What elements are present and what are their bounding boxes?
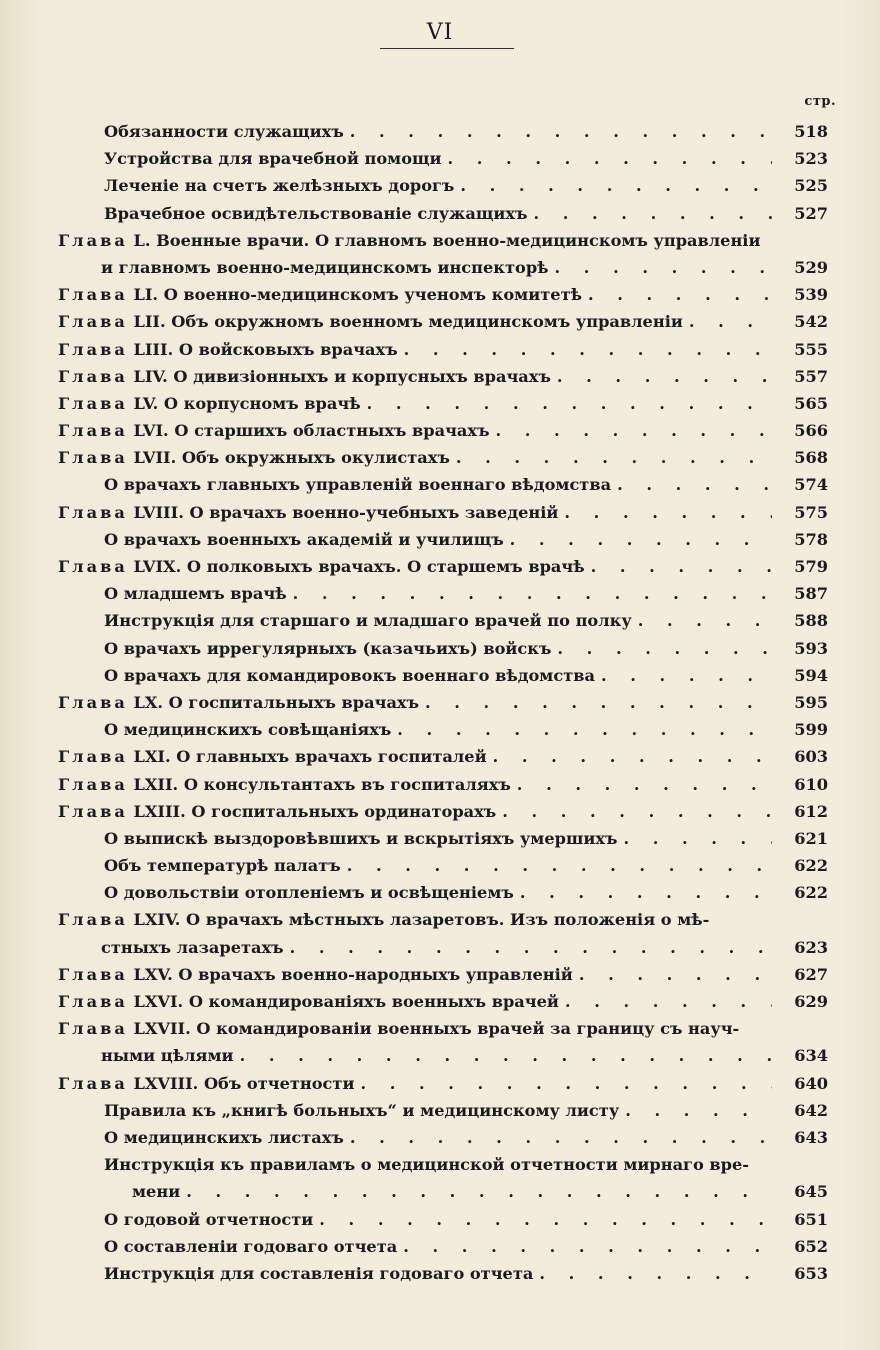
page-ref: 622 bbox=[794, 856, 828, 876]
leader-dots bbox=[557, 363, 772, 390]
leader-dots bbox=[564, 499, 772, 526]
toc-entry bbox=[0, 1042, 880, 1069]
toc-entry-title bbox=[104, 716, 391, 743]
leader-dots bbox=[403, 1233, 772, 1260]
page-ref: 643 bbox=[794, 1127, 828, 1147]
toc-entry-title bbox=[104, 607, 632, 634]
toc-entry-title bbox=[104, 635, 551, 662]
toc-entry-title bbox=[58, 988, 559, 1015]
toc-entry-title bbox=[58, 336, 398, 363]
toc-entry-title bbox=[104, 662, 595, 689]
leader-dots bbox=[689, 308, 772, 335]
toc-entry bbox=[0, 1206, 880, 1233]
toc-entry-title bbox=[104, 172, 454, 199]
chapter-prefix: Глава bbox=[58, 992, 128, 1011]
toc-entry bbox=[0, 336, 880, 363]
entry-text: Инструкція къ правиламъ о медицинской отчетности мирнаго вре- bbox=[104, 1155, 749, 1175]
chapter-prefix: Глава bbox=[58, 502, 128, 522]
entry-text: LVIX. О полковыхъ врачахъ. О старшемъ врачѣ bbox=[133, 557, 585, 576]
leader-dots bbox=[517, 771, 772, 798]
page-ref: 621 bbox=[794, 828, 828, 848]
chapter-prefix: Глава bbox=[58, 964, 128, 984]
toc-entry bbox=[0, 934, 880, 961]
chapter-prefix: Глава bbox=[58, 421, 128, 441]
leader-dots bbox=[293, 580, 772, 607]
entry-text: О врачахъ главныхъ управленій военнаго вѣдомства bbox=[104, 475, 612, 495]
chapter-prefix: Глава bbox=[58, 230, 128, 250]
leader-dots bbox=[425, 689, 772, 716]
toc-entry bbox=[0, 227, 880, 254]
page-ref: 588 bbox=[794, 611, 828, 631]
toc-entry-title bbox=[58, 798, 496, 825]
leader-dots bbox=[520, 879, 772, 906]
toc-entry bbox=[0, 1070, 880, 1097]
page-ref: 523 bbox=[794, 149, 828, 169]
page-ref: 640 bbox=[794, 1073, 828, 1093]
leader-dots bbox=[367, 390, 772, 417]
toc-entry-title bbox=[58, 1070, 354, 1097]
toc-entry-title bbox=[58, 906, 709, 933]
toc-entry-title bbox=[58, 689, 419, 716]
toc-entry-title bbox=[58, 363, 551, 390]
leader-dots bbox=[448, 145, 772, 172]
page-ref: 525 bbox=[794, 176, 828, 196]
toc-entry bbox=[0, 281, 880, 308]
chapter-prefix: Глава bbox=[58, 339, 128, 359]
entry-text: L. Военные врачи. О главномъ военно-медицинскомъ управленіи bbox=[133, 230, 761, 250]
toc-entry bbox=[0, 879, 880, 906]
entry-text: О младшемъ врачѣ bbox=[104, 584, 287, 604]
entry-text: LVIII. О врачахъ военно-учебныхъ заведеній bbox=[133, 502, 559, 522]
page-ref: 518 bbox=[794, 122, 828, 141]
leader-dots bbox=[456, 444, 772, 471]
toc-entry bbox=[0, 444, 880, 471]
entry-text: LXIII. О госпитальныхъ ординаторахъ bbox=[133, 801, 497, 821]
toc-entry bbox=[0, 363, 880, 390]
leader-dots bbox=[496, 417, 773, 444]
leader-dots bbox=[350, 118, 772, 145]
toc-entry-title bbox=[101, 1042, 234, 1069]
entry-text: LV. О корпусномъ врачѣ bbox=[133, 393, 361, 413]
toc-entry bbox=[0, 145, 880, 172]
toc-entry bbox=[0, 118, 880, 145]
leader-dots bbox=[565, 988, 772, 1015]
chapter-prefix: Глава bbox=[58, 393, 128, 413]
leader-dots bbox=[350, 1124, 772, 1151]
toc-entry bbox=[0, 743, 880, 770]
entry-text: LVI. О старшихъ областныхъ врачахъ bbox=[133, 421, 490, 441]
leader-dots bbox=[493, 743, 772, 770]
leader-dots bbox=[502, 798, 772, 825]
entry-text: LI. О военно-медицинскомъ ученомъ комитетѣ bbox=[133, 285, 582, 305]
toc-entry-title bbox=[104, 580, 287, 607]
page-ref: 575 bbox=[794, 502, 828, 522]
toc-entry-title bbox=[101, 254, 549, 281]
entry-text: LII. Объ окружномъ военномъ медицинскомъ управленіи bbox=[133, 312, 683, 332]
entry-text: Устройства для врачебной помощи bbox=[104, 149, 442, 169]
toc-entry-title bbox=[58, 444, 450, 471]
leader-dots bbox=[601, 662, 772, 689]
chapter-prefix: Глава bbox=[58, 557, 128, 576]
page-ref: 593 bbox=[794, 638, 828, 658]
table-of-contents bbox=[0, 118, 880, 1287]
page-ref: 594 bbox=[794, 665, 828, 685]
page-ref: 527 bbox=[794, 203, 828, 223]
leader-dots bbox=[555, 254, 772, 281]
page-ref: 599 bbox=[794, 720, 828, 740]
toc-entry-title bbox=[104, 825, 617, 852]
chapter-prefix: Глава bbox=[58, 801, 128, 821]
page-ref: 579 bbox=[794, 557, 828, 576]
chapter-prefix: Глава bbox=[58, 285, 128, 305]
toc-entry-title bbox=[104, 1124, 344, 1151]
toc-entry bbox=[0, 1233, 880, 1260]
toc-entry-title bbox=[104, 526, 504, 553]
leader-dots bbox=[319, 1206, 772, 1233]
toc-entry bbox=[0, 1124, 880, 1151]
toc-entry bbox=[0, 1015, 880, 1042]
toc-entry-title bbox=[58, 499, 558, 526]
leader-dots bbox=[240, 1042, 772, 1069]
chapter-prefix: Глава bbox=[58, 692, 128, 712]
toc-entry bbox=[0, 1151, 880, 1178]
toc-entry bbox=[0, 553, 880, 580]
leader-dots bbox=[360, 1070, 772, 1097]
toc-entry-title bbox=[101, 934, 284, 961]
page-ref: 587 bbox=[794, 584, 828, 604]
leader-dots bbox=[290, 934, 772, 961]
leader-dots bbox=[533, 200, 772, 227]
chapter-prefix: Глава bbox=[58, 366, 128, 386]
toc-entry bbox=[0, 172, 880, 199]
toc-entry bbox=[0, 308, 880, 335]
page-ref: 645 bbox=[794, 1182, 828, 1202]
entry-text: LXIV. О врачахъ мѣстныхъ лазаретовъ. Изъ положенія о мѣ- bbox=[133, 910, 710, 930]
leader-dots bbox=[510, 526, 772, 553]
toc-entry-title bbox=[104, 1206, 313, 1233]
toc-entry-title bbox=[58, 308, 683, 335]
page-column-label: стр. bbox=[804, 94, 836, 109]
page-ref: 642 bbox=[794, 1100, 828, 1120]
page-ref: 578 bbox=[794, 529, 828, 549]
toc-entry bbox=[0, 417, 880, 444]
toc-entry bbox=[0, 771, 880, 798]
toc-entry bbox=[0, 961, 880, 988]
toc-entry bbox=[0, 988, 880, 1015]
toc-entry bbox=[0, 607, 880, 634]
toc-entry bbox=[0, 580, 880, 607]
entry-text: LIII. О войсковыхъ врачахъ bbox=[133, 339, 398, 359]
toc-entry bbox=[0, 1178, 880, 1205]
toc-entry-title bbox=[58, 961, 573, 988]
entry-text: О выпискѣ выздоровѣвшихъ и вскрытіяхъ умершихъ bbox=[104, 828, 618, 848]
chapter-prefix: Глава bbox=[58, 774, 128, 794]
entry-text: О врачахъ для командировокъ военнаго вѣдомства bbox=[104, 665, 595, 685]
page-ref: 565 bbox=[794, 393, 828, 413]
header-rule bbox=[380, 48, 514, 49]
page-ref: 612 bbox=[794, 801, 828, 821]
toc-entry bbox=[0, 471, 880, 498]
page-ref: 574 bbox=[794, 475, 828, 495]
entry-text: Леченіе на счетъ желѣзныхъ дорогъ bbox=[104, 176, 455, 196]
page-ref: 542 bbox=[794, 312, 828, 332]
leader-dots bbox=[539, 1260, 772, 1287]
toc-entry-title bbox=[104, 145, 442, 172]
page-ref: 529 bbox=[794, 257, 828, 277]
toc-entry bbox=[0, 1260, 880, 1287]
toc-entry-title bbox=[104, 1233, 397, 1260]
toc-entry-title bbox=[104, 1151, 749, 1178]
chapter-prefix: Глава bbox=[58, 910, 128, 930]
entry-text: Врачебное освидѣтельствованіе служащихъ bbox=[104, 203, 528, 223]
leader-dots bbox=[460, 172, 772, 199]
toc-entry bbox=[0, 852, 880, 879]
entry-text: Инструкція для составленія годоваго отчета bbox=[104, 1263, 534, 1283]
toc-entry-title bbox=[104, 879, 514, 906]
toc-entry bbox=[0, 200, 880, 227]
entry-text: ными цѣлями bbox=[101, 1046, 234, 1066]
entry-text: мени bbox=[132, 1182, 181, 1202]
page-ref: 610 bbox=[794, 774, 828, 794]
toc-entry bbox=[0, 1097, 880, 1124]
toc-entry bbox=[0, 662, 880, 689]
page-ref: 652 bbox=[794, 1236, 828, 1256]
toc-entry bbox=[0, 798, 880, 825]
page-ref: 623 bbox=[794, 937, 828, 957]
entry-text: Инструкція для старшаго и младшаго врачей по полку bbox=[104, 611, 632, 631]
entry-text: Обязанности служащихъ bbox=[104, 122, 344, 141]
entry-text: О довольствіи отопленіемъ и освѣщеніемъ bbox=[104, 883, 514, 903]
leader-dots bbox=[186, 1178, 772, 1205]
toc-entry bbox=[0, 254, 880, 281]
toc-entry bbox=[0, 499, 880, 526]
toc-entry bbox=[0, 635, 880, 662]
toc-entry-title bbox=[132, 1178, 180, 1205]
entry-text: Правила къ „книгѣ больныхъ“ и медицинскому листу bbox=[104, 1100, 620, 1120]
entry-text: и главномъ военно-медицинскомъ инспекторѣ bbox=[101, 257, 549, 277]
toc-entry bbox=[0, 716, 880, 743]
page-ref: 568 bbox=[794, 448, 828, 468]
leader-dots bbox=[588, 281, 772, 308]
leader-dots bbox=[591, 553, 772, 580]
page-ref: 622 bbox=[794, 883, 828, 903]
entry-text: LXVI. О командированіяхъ военныхъ врачей bbox=[133, 992, 559, 1011]
entry-text: LXVIII. Объ отчетности bbox=[133, 1073, 355, 1093]
toc-entry bbox=[0, 689, 880, 716]
entry-text: LIV. О дивизіонныхъ и корпусныхъ врачахъ bbox=[133, 366, 551, 386]
toc-entry bbox=[0, 825, 880, 852]
chapter-prefix: Глава bbox=[58, 1019, 128, 1039]
chapter-prefix: Глава bbox=[58, 747, 128, 767]
page-ref: 557 bbox=[794, 366, 828, 386]
entry-text: О врачахъ военныхъ академій и училищъ bbox=[104, 529, 504, 549]
entry-text: О медицинскихъ листахъ bbox=[104, 1127, 344, 1147]
leader-dots bbox=[404, 336, 772, 363]
toc-entry-title bbox=[104, 200, 527, 227]
entry-text: О медицинскихъ совѣщаніяхъ bbox=[104, 720, 392, 740]
chapter-prefix: Глава bbox=[58, 448, 128, 468]
page-ref: 634 bbox=[794, 1046, 828, 1066]
entry-text: О годовой отчетности bbox=[104, 1209, 314, 1229]
entry-text: LX. О госпитальныхъ врачахъ bbox=[133, 692, 420, 712]
leader-dots bbox=[557, 635, 772, 662]
page-ref: 627 bbox=[794, 964, 828, 984]
entry-text: Объ температурѣ палатъ bbox=[104, 856, 341, 876]
page-ref: 566 bbox=[794, 421, 828, 441]
toc-entry-title bbox=[58, 1015, 739, 1042]
leader-dots bbox=[397, 716, 772, 743]
toc-entry-title bbox=[104, 852, 341, 879]
page-number: VI bbox=[426, 20, 454, 45]
page-ref: 629 bbox=[794, 992, 828, 1011]
toc-entry-title bbox=[104, 1260, 533, 1287]
entry-text: LXI. О главныхъ врачахъ госпиталей bbox=[133, 747, 487, 767]
page-ref: 555 bbox=[794, 339, 828, 359]
entry-text: LXVII. О командированіи военныхъ врачей за границу съ науч- bbox=[133, 1019, 740, 1039]
page-ref: 653 bbox=[794, 1263, 828, 1283]
toc-entry-title bbox=[58, 743, 487, 770]
toc-entry-title bbox=[104, 471, 611, 498]
chapter-prefix: Глава bbox=[58, 312, 128, 332]
leader-dots bbox=[579, 961, 772, 988]
entry-text: LXV. О врачахъ военно-народныхъ управленій bbox=[133, 964, 573, 984]
entry-text: LXII. О консультантахъ въ госпиталяхъ bbox=[133, 774, 511, 794]
leader-dots bbox=[623, 825, 772, 852]
entry-text: О составленіи годоваго отчета bbox=[104, 1236, 398, 1256]
toc-entry-title bbox=[58, 227, 760, 254]
entry-text: LVII. Объ окружныхъ окулистахъ bbox=[133, 448, 450, 468]
leader-dots bbox=[617, 471, 772, 498]
toc-entry-title bbox=[58, 417, 490, 444]
page-ref: 539 bbox=[794, 285, 828, 305]
toc-entry bbox=[0, 390, 880, 417]
page-ref: 603 bbox=[794, 747, 828, 767]
toc-entry-title bbox=[58, 553, 585, 580]
toc-entry bbox=[0, 906, 880, 933]
toc-entry bbox=[0, 526, 880, 553]
entry-text: стныхъ лазаретахъ bbox=[101, 937, 284, 957]
leader-dots bbox=[638, 607, 772, 634]
chapter-prefix: Глава bbox=[58, 1073, 128, 1093]
toc-entry-title bbox=[104, 118, 344, 145]
leader-dots bbox=[625, 1097, 772, 1124]
page-ref: 651 bbox=[794, 1209, 828, 1229]
entry-text: О врачахъ иррегулярныхъ (казачьихъ) войскъ bbox=[104, 638, 552, 658]
page-ref: 595 bbox=[794, 692, 828, 712]
toc-entry-title bbox=[104, 1097, 619, 1124]
leader-dots bbox=[347, 852, 772, 879]
toc-entry-title bbox=[58, 771, 511, 798]
toc-entry-title bbox=[58, 390, 361, 417]
toc-entry-title bbox=[58, 281, 582, 308]
